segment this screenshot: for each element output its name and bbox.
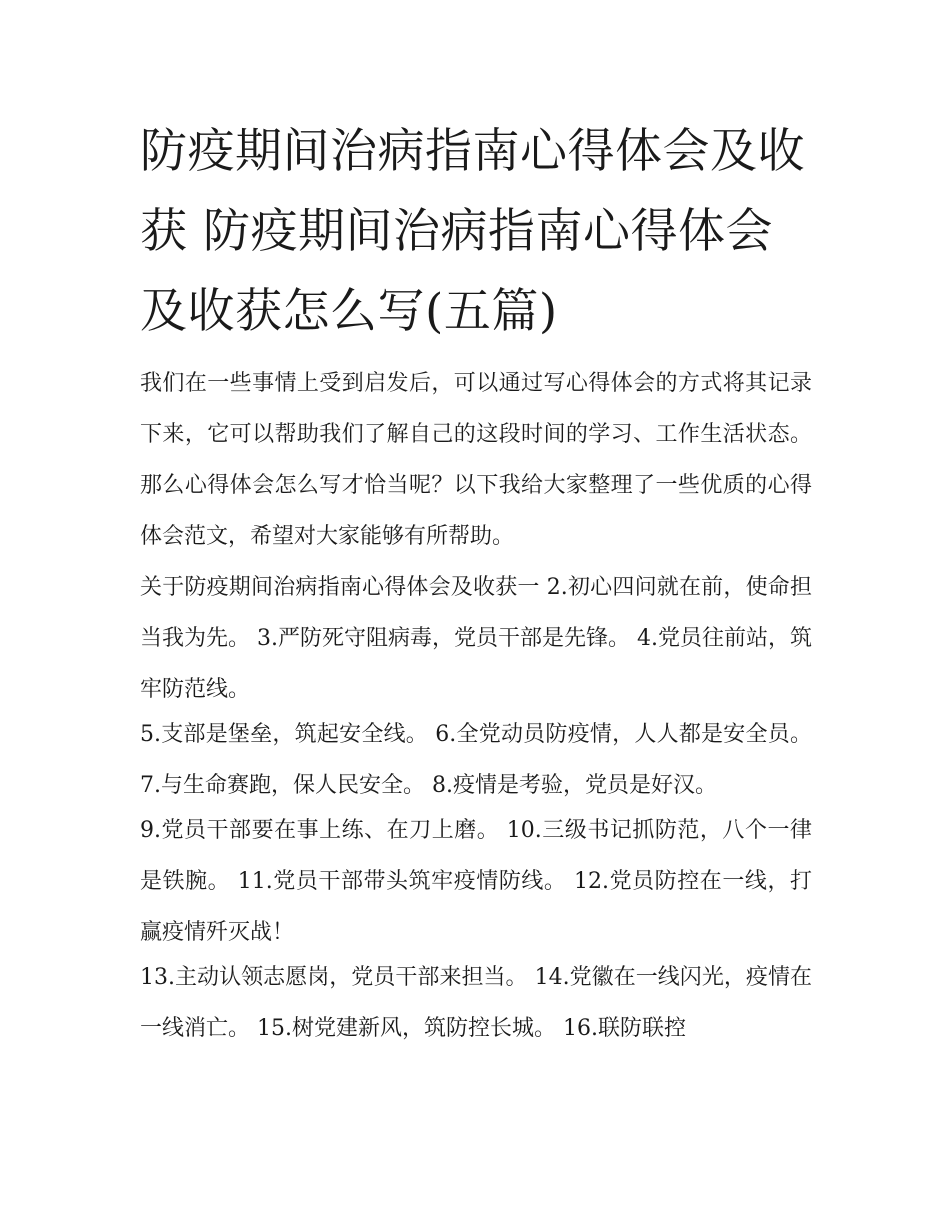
intro-paragraph: 我们在一些事情上受到启发后，可以通过写心得体会的方式将其记录下来，它可以帮助我们了解自己的这段时间的学习、工作生活状态。那么心得体会怎么写才恰当呢？以下我给大家整理了一些优质的心得体会范文，希望对大家能够有所帮助。 bbox=[140, 371, 812, 549]
document-title: 防疫期间治病指南心得体会及收获 防疫期间治病指南心得体会及收获怎么写(五篇) bbox=[140, 124, 805, 339]
body-paragraph-2: 5.支部是堡垒，筑起安全线。 6.全党动员防疫情，人人都是安全员。 7.与生命赛跑，保人民安全。 8.疫情是考验，党员是好汉。 bbox=[140, 722, 812, 798]
body-paragraph-1: 关于防疫期间治病指南心得体会及收获一 2.初心四问就在前，使命担当我为先。 3.严防死守阻病毒，党员干部是先锋。 4.党员往前站，筑牢防范线。 bbox=[140, 575, 812, 702]
body-paragraph-4: 13.主动认领志愿岗，党员干部来担当。 14.党徽在一线闪光，疫情在一线消亡。 15.树党建新风，筑防控长城。 16.联防联控 bbox=[140, 965, 812, 1041]
body-paragraph-3: 9.党员干部要在事上练、在刀上磨。 10.三级书记抓防范，八个一律是铁腕。 11.党员干部带头筑牢疫情防线。 12.党员防控在一线，打赢疫情歼灭战！ bbox=[140, 818, 812, 945]
document-page bbox=[140, 112, 812, 1054]
